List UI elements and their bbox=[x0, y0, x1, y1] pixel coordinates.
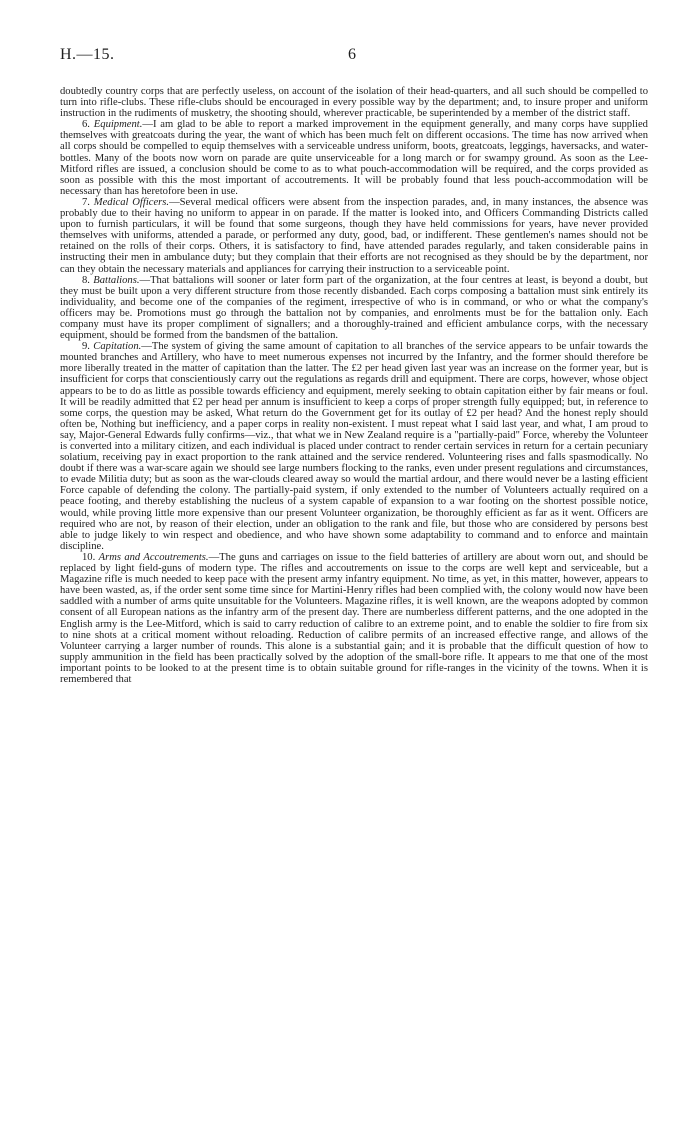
paragraph-capitation bbox=[60, 341, 648, 552]
paragraph-continuation bbox=[60, 86, 648, 119]
paragraph-heading: Equipment. bbox=[93, 119, 143, 131]
paragraph-battalions bbox=[60, 275, 648, 342]
paragraph-arms-accoutrements bbox=[60, 552, 648, 685]
paragraph-text: —That battalions will sooner or later form part of the organization, at the four centres at least, is beyond a doubt, but they must be built upon a very different structure from those recently disbanded. Each corps composing a battalion must sink entirely its individuality, and become one of the companies of the regiment, irrespective of who is in command, or who or what the company's officers may be. Promotions must go through the battalion not by companies, and enrolments must be for the battalion only. Each company must have its proper compliment of signallers; and a thoroughly-trained and efficient ambulance corps, with the necessary equipment, should be formed from the bandsmen of the battalion. bbox=[60, 274, 648, 342]
page-number: 6 bbox=[348, 46, 356, 63]
paragraph-medical-officers bbox=[60, 197, 648, 275]
document-reference: H.—15. bbox=[60, 46, 115, 63]
document-body bbox=[60, 86, 648, 685]
paragraph-text: doubtedly country corps that are perfectly useless, on account of the isolation of their head-quarters, and all such should be compelled to turn into rifle-clubs. These rifle-clubs should be encouraged in every possible way by the department; and, to insure proper and uniform instruction in the rudiments of musketry, the shooting should, wherever practicable, be superintended by a member of the district staff. bbox=[60, 86, 648, 120]
paragraph-text: —The guns and carriages on issue to the field batteries of artillery are about worn out, and should be replaced by light field-guns of modern type. The rifles and accoutrements on issue to the corps are well kept and serviceable, but a Magazine rifle is much needed to keep pace with the present army infantry equipment. No time, as yet, in this matter, however, appears to have been wasted, as, if the order sent some time since for Martini-Henry rifles had been complied with, the colony would now have been saddled with a number of arms quite unsuitable for the Volunteers. Magazine rifles, it is well known, are the weapons adopted by common consent of all European nations as the infantry arm of the present day. There are numberless different patterns, and the one adopted in the English army is the Lee-Mitford, which is said to carry reduction of calibre to an extreme point, and to enable the soldier to fire from six to nine shots at a critical moment without reloading. Reduction of calibre permits of an increased effective range, and allows of the Volunteer carrying a larger number of rounds. This alone is a substantial gain; and it is probable that the difficult question of how to supply ammunition in the field has been practically solved by the adoption of the small-bore rifle. It appears to me that one of the most important points to be looked to at the present time is to obtain suitable ground for rifle-ranges in the vicinity of the towns. When it is remembered that bbox=[60, 551, 648, 685]
paragraph-text: —The system of giving the same amount of capitation to all branches of the service appears to be unfair towards the mounted branches and Artillery, who have to meet numerous expenses not incurred by the Infantry, and the former should therefore be more liberally treated in the matter of capitation than the latter. The £2 per head given last year was an increase on the former year, but is insufficient for corps that conscientiously carry out the regulations as regards drill and equipment. There are corps, however, whose object appears to be to do as little as possible towards efficiency and equipment, merely seeking to obtain capitation either by fair means or foul. It will be readily admitted that £2 per head per annum is insufficient to keep a corps of proper strength fully equipped; but, in reference to some corps, the question may be asked, What return do the Government get for its outlay of £2 per head? And the honest reply should often be, Nothing but inefficiency, and a paper corps in reality non-existent. I must repeat what I said last year, and what, I am proud to say, Major-General Edwards fully confirms—viz., that what we in New Zealand require is a "partially-paid" Force, whereby the Volunteer is converted into a military citizen, and each individual is placed under contract to render certain services in return for a certain pecuniary solatium, receiving pay in exact proportion to the rank attained and the service rendered. Volunteering rises and falls spasmodically. No doubt if there was a war-scare again we should see large numbers flocking to the ranks, even under present regulations and circumstances, to evade Militia duty; but as soon as the war-clouds cleared away so would the martial ardour, and there would never be a lasting efficient Force capable of defending the colony. The partially-paid system, if only extended to the number of Volunteers actually required on a peace footing, and thereby establishing the nucleus of a system capable of expansion to a war footing on the shortest possible notice, would, while proving little more expensive than our present Volunteer organization, be thoroughly efficient as far as it went. Officers are required who are not, by reason of their election, under an obligation to the rank and file, but those who are considered by persons best able to judge likely to win respect and obedience, and who have shown some adaptability to command and to enforce and maintain discipline. bbox=[60, 341, 649, 552]
paragraph-text: —I am glad to be able to report a marked improvement in the equipment generally, and many corps have supplied themselves with greatcoats during the year, the want of which has been much felt on different occasions. The time has now arrived when all corps should be compelled to equip themselves with a serviceable undress uniform, boots, greatcoats, leggings, haversacks, and water-bottles. Many of the boots now worn on parade are quite unserviceable for a long march or for swampy ground. As soon as the Lee-Mitford rifles are issued, a conclusion should be come to as to what pouch-accommodation will be required, and the corps provided as soon as possible with this the most important of accoutrements. It will be probably found that less pouch-accommodation will be necessary than has heretofore been in use. bbox=[60, 119, 648, 197]
paragraph-heading: Battalions. bbox=[93, 274, 140, 286]
page-header bbox=[60, 46, 648, 72]
paragraph-number: 9. bbox=[82, 341, 90, 353]
paragraph-number: 10. bbox=[82, 551, 96, 563]
paragraph-number: 8. bbox=[82, 274, 90, 286]
paragraph-equipment bbox=[60, 119, 648, 197]
paragraph-number: 7. bbox=[82, 196, 90, 208]
paragraph-text: —Several medical officers were absent from the inspection parades, and, in many instances, the absence was probably due to their having no uniform to appear in on parade. If the matter is looked into, and Officers Commanding Districts called upon to furnish particulars, it will be found that some surgeons, though they have held commissions for years, have never provided themselves with uniforms, attended a parade, or performed any duty, good, bad, or indifferent. These gentlemen's names should not be retained on the rolls of their corps. Others, it is satisfactory to find, have attended parades regularly, and taken considerable pains in instructing their men in ambulance duty; but they complain that their efforts are not recognised as they should be by the department, nor can they obtain the necessary materials and appliances for carrying their instruction to a serviceable point. bbox=[60, 196, 649, 275]
paragraph-number: 6. bbox=[82, 119, 90, 131]
paragraph-heading: Medical Officers. bbox=[93, 196, 170, 208]
paragraph-heading: Arms and Accoutrements. bbox=[98, 551, 209, 563]
paragraph-heading: Capitation. bbox=[93, 341, 142, 353]
